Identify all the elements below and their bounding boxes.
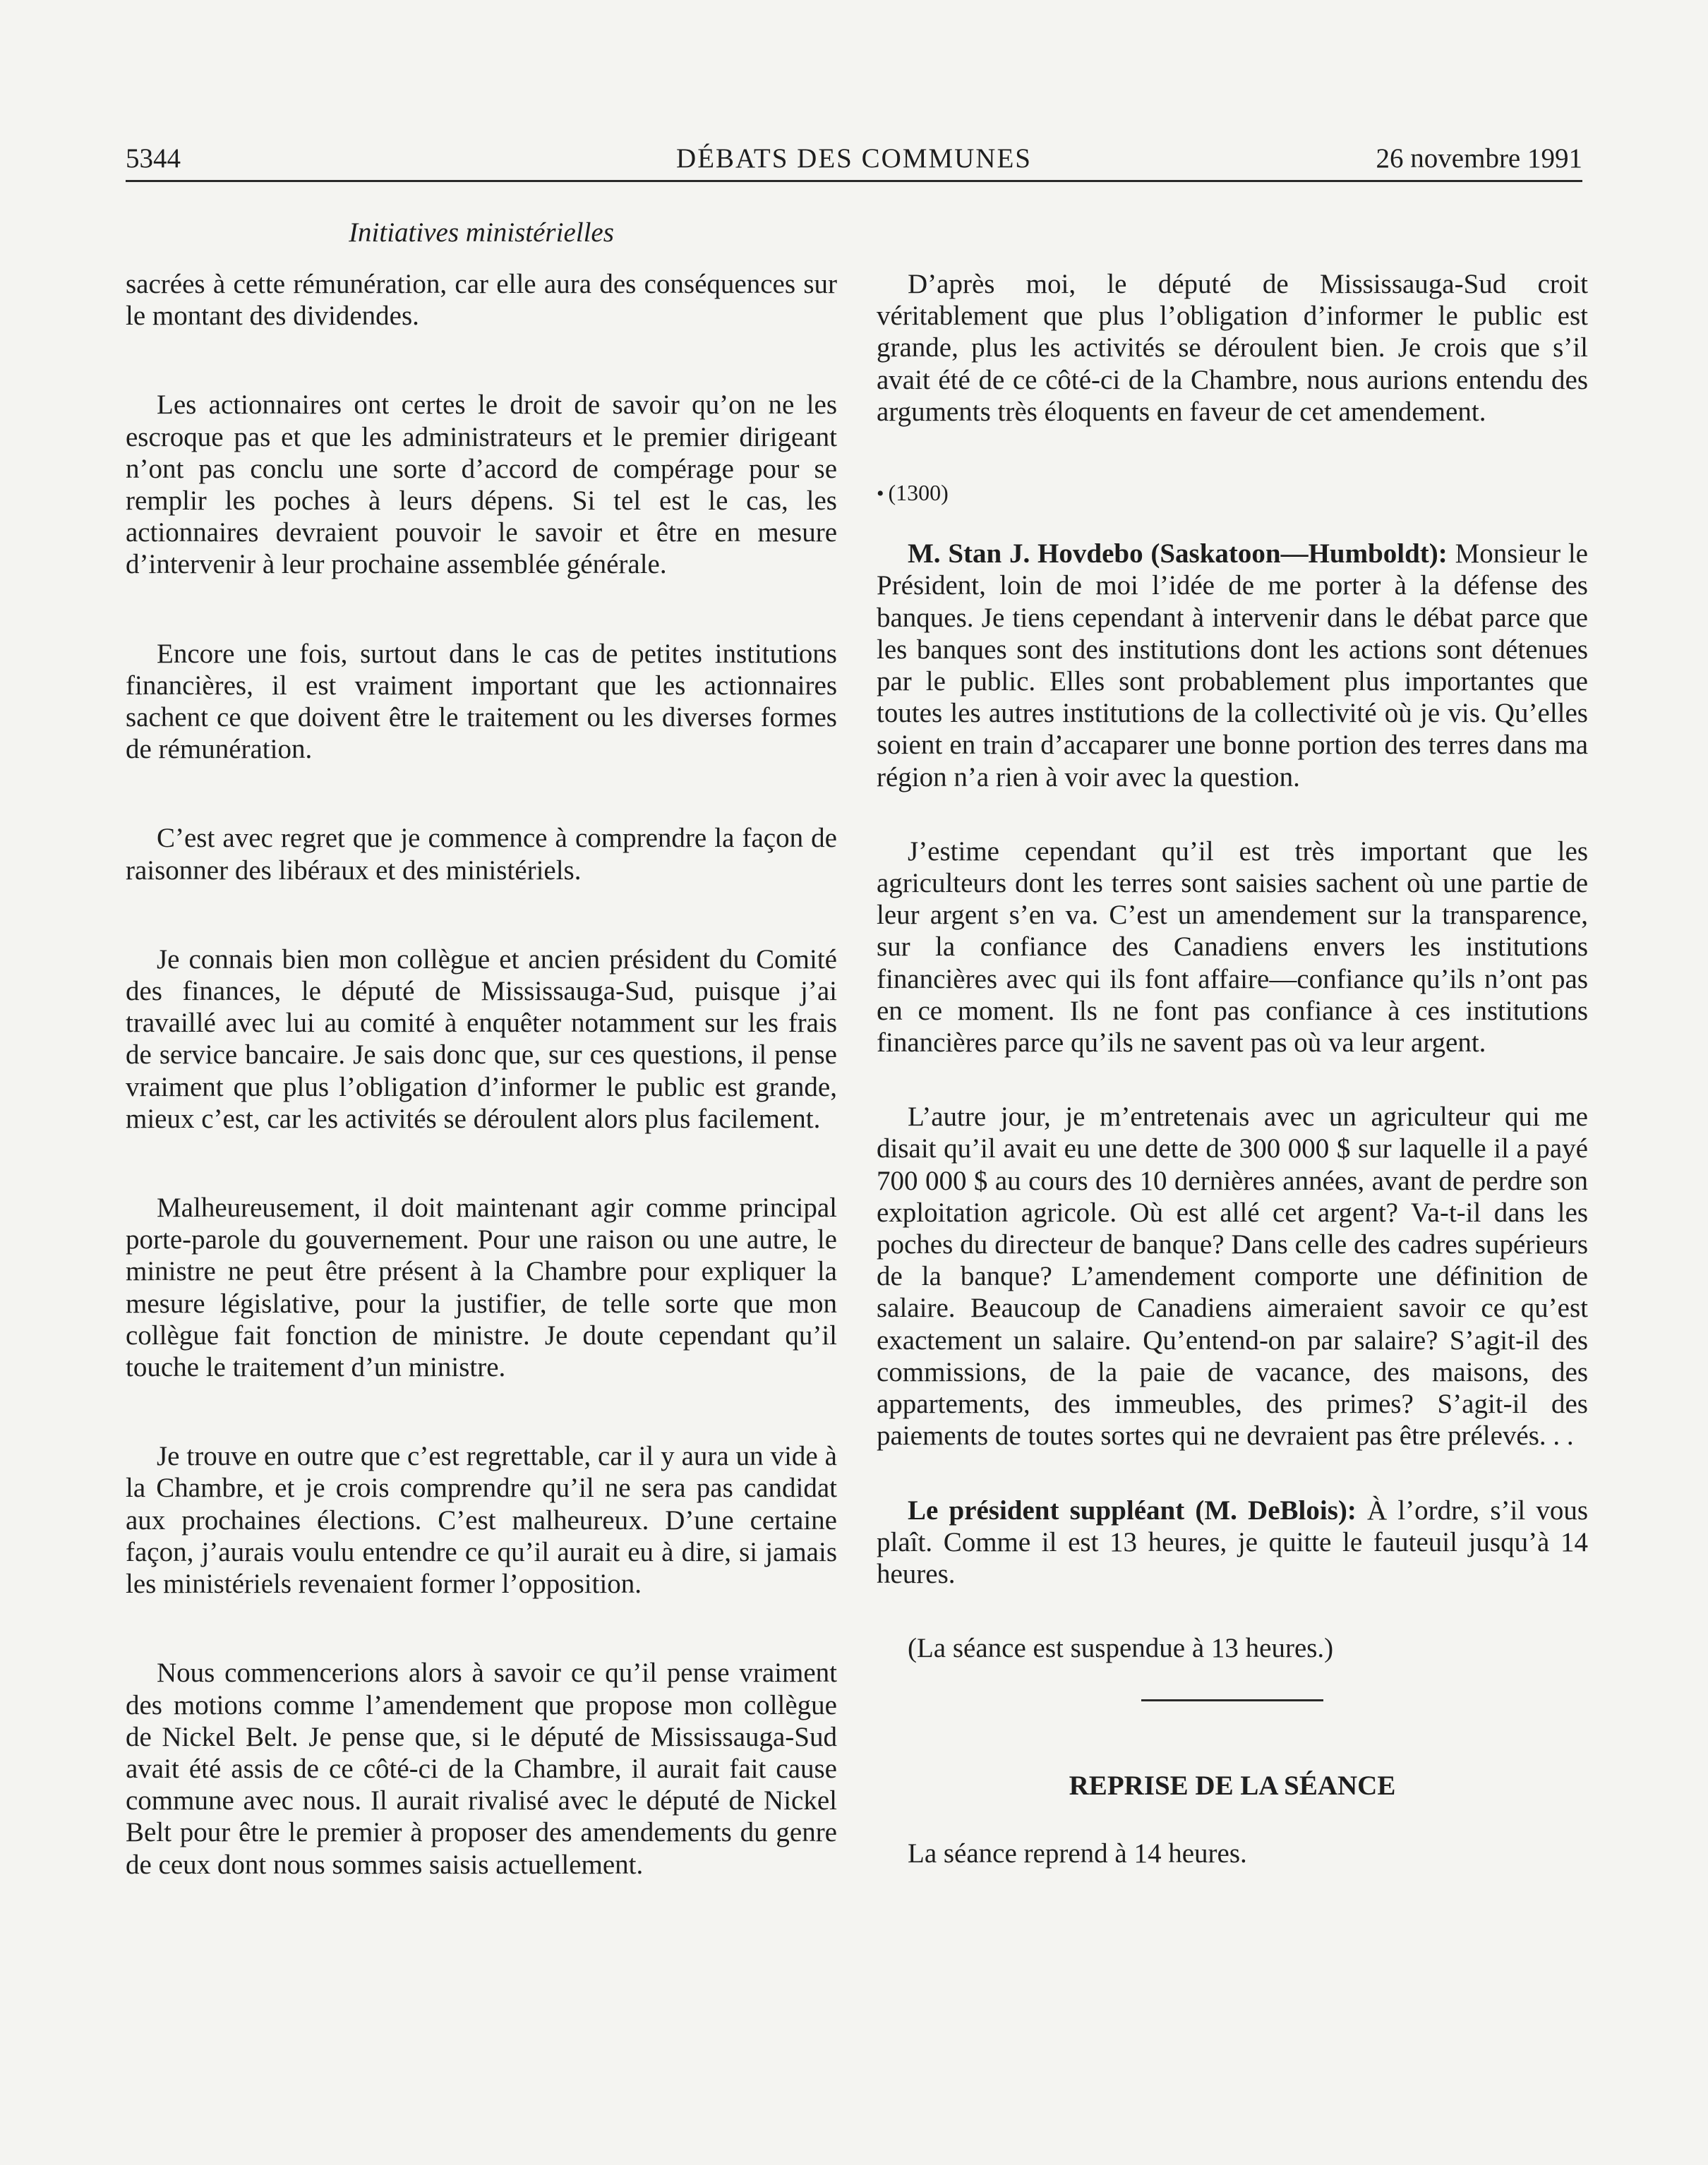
header-rule [126, 180, 1582, 182]
section-heading: REPRISE DE LA SÉANCE [1069, 1771, 1396, 1802]
paragraph: C’est avec regret que je commence à comprendre la façon de raisonner des libéraux et des ministériels. [126, 823, 837, 886]
paragraph: Je connais bien mon collègue et ancien président du Comité des finances, le député de Mississauga-Sud, puisque j’ai travaillé avec lui au comité à enquêter notamment sur les frais de service bancaire. Je sais donc que, sur ces questions, il pense vraiment que plus l’obligation d’informer le public est grande, mieux c’est, car les activités se déroulent alors plus facilement. [126, 943, 837, 1134]
divider-section [877, 1664, 1588, 1742]
paragraph: Les actionnaires ont certes le droit de savoir qu’on ne les escroque pas et que les administrateurs et le premier dirigeant n’ont pas conclu une sorte d’accord de compérage pour se remplir les poches à leurs dépens. Si tel est le cas, les actionnaires devraient pouvoir le savoir et être en mesure d’intervenir à leur prochaine assemblée générale. [126, 390, 837, 580]
paragraph: Nous commencerions alors à savoir ce qu’il pense vraiment des motions comme l’amendement que propose mon collègue de Nickel Belt. Je pense que, si le député de Mississauga-Sud avait été assis de ce côté-ci de la Chambre, il aurait fait cause commune avec nous. Il aurait rivalisé avec le député de Nickel Belt pour être le premier à proposer des amendements du genre de ceux dont nous sommes saisis actuellement. [126, 1658, 837, 1880]
speech-text: À l’ordre, s’il vous plaît. Comme il est 13 heures, je quitte le fauteuil jusqu’à 14 heures. [877, 1495, 1588, 1589]
timestamp [877, 477, 1588, 509]
section-divider [1141, 1699, 1323, 1701]
paragraph: sacrées à cette rémunération, car elle aura des conséquences sur le montant des dividendes. [126, 269, 837, 332]
timestamp-text: (1300) [888, 480, 949, 506]
speaker-name: Le président suppléant (M. DeBlois): [908, 1495, 1357, 1526]
publication-date: 26 novembre 1991 [1376, 143, 1582, 174]
speech-paragraph [877, 538, 1588, 793]
paragraph: D’après moi, le député de Mississauga-Sud croit véritablement que plus l’obligation d’informer le public est grande, plus les activités se déroulent bien. Je crois que s’il avait été de ce côté-ci de la Chambre, nous aurions entendu des arguments très éloquents en faveur de cet amendement. [877, 269, 1588, 427]
page-number: 5344 [126, 143, 181, 174]
paragraph: L’autre jour, je m’entretenais avec un agriculteur qui me disait qu’il avait eu une dette de 300 000 $ sur laquelle il a payé 700 000 $ au cours des 10 dernières années, avant de perdre son exploitation agricole. Où est allé cet argent? Va-t-il dans les poches du directeur de banque? Dans celle des cadres supérieurs de la banque? L’amendement comporte une définition de salaire. Beaucoup de Canadiens aimeraient savoir ce qu’est exactement un salaire. Qu’entend-on par salaire? S’agit-il des commissions, de la paie de vacance, des maisons, des appartements, des immeubles, des primes? S’agit-il des paiements de toutes sortes qui ne devraient pas être prélevés. . . [877, 1102, 1588, 1452]
page-header [126, 141, 1582, 176]
paragraph: J’estime cependant qu’il est très important que les agriculteurs dont les terres sont saisies sachent où une partie de leur argent s’en va. C’est un amendement sur la transparence, sur la confiance des Canadiens envers les institutions financières avec qui ils font affaire—confiance qu’ils n’ont pas en ce moment. Ils ne font pas confiance à ces institutions financières parce qu’ils ne savent pas où va leur argent. [877, 836, 1588, 1059]
right-column [877, 268, 1588, 1869]
speech-text: Monsieur le Président, loin de moi l’idée de me porter à la défense des banques. Je tiens cependant à intervenir dans le débat parce que les banques sont des institutions dont les actions sont détenues par le public. Elles sont probablement plus importantes que toutes les autres institutions de la collectivité où je vis. Qu’elles soient en train d’accaparer une bonne portion des terres dans ma région n’a rien à voir avec la question. [877, 538, 1588, 792]
paragraph: Malheureusement, il doit maintenant agir comme principal porte-parole du gouvernement. Pour une raison ou une autre, le ministre ne peut être présent à la Chambre pour expliquer la mesure législative, pour la justifier, de telle sorte que mon collègue fait fonction de ministre. Je doute cependant qu’il touche le traitement d’un ministre. [126, 1193, 837, 1383]
paragraph: Je trouve en outre que c’est regrettable, car il y aura un vide à la Chambre, et je crois comprendre qu’il ne sera pas candidat aux prochaines élections. C’est malheureux. D’une certaine façon, j’aurais voulu entendre ce qu’il aurait eu à dire, si jamais les ministériels revenaient former l’opposition. [126, 1441, 837, 1600]
speaker-name: M. Stan J. Hovdebo (Saskatoon—Humboldt): [908, 538, 1448, 569]
speech-paragraph [877, 1495, 1588, 1591]
paragraph: Encore une fois, surtout dans le cas de petites institutions financières, il est vraiment important que les actionnaires sachent ce que doivent être le traitement ou les diverses formes de rémunération. [126, 638, 837, 765]
section-subheading: Initiatives ministérielles [349, 217, 614, 248]
paragraph: (La séance est suspendue à 13 heures.) [908, 1633, 1334, 1664]
publication-title: DÉBATS DES COMMUNES [676, 143, 1032, 174]
paragraph: La séance reprend à 14 heures. [908, 1838, 1247, 1869]
bullet-icon: • [877, 482, 884, 506]
left-column [126, 268, 837, 1881]
